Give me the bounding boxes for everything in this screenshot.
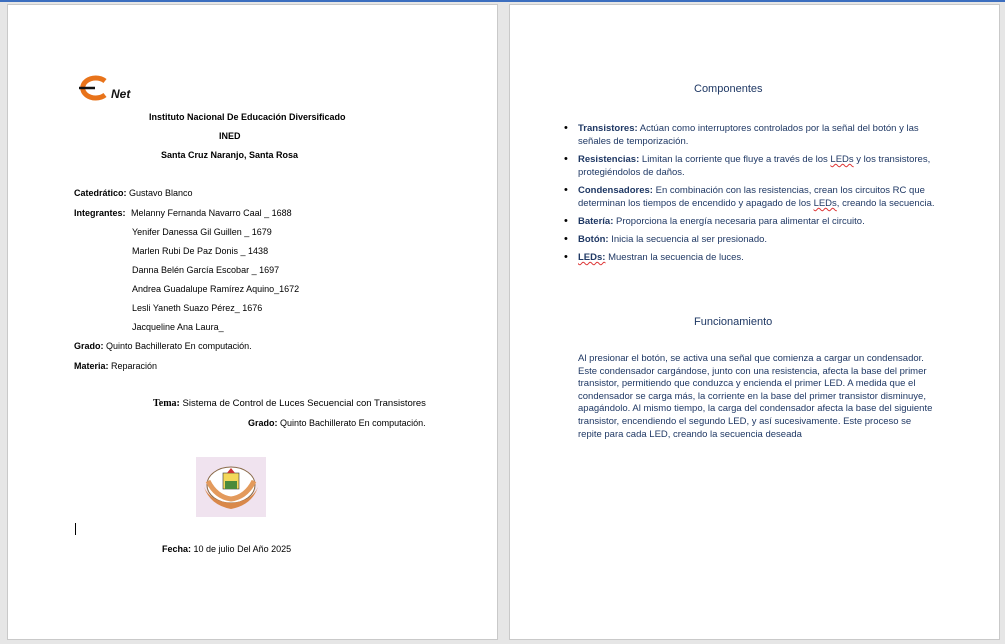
institution-name: Instituto Nacional De Educación Diversificado: [149, 112, 346, 122]
component-desc: Inicia la secuencia al ser presionado.: [611, 234, 768, 245]
catedratico-value: Gustavo Blanco: [129, 188, 193, 198]
component-desc: y los transistores, protegiéndolos de daños.: [578, 154, 931, 178]
component-desc: , creando la secuencia.: [836, 198, 935, 209]
list-item: [578, 153, 948, 179]
list-item: [578, 122, 948, 148]
text-cursor: [75, 523, 76, 535]
document-page-2[interactable]: [509, 4, 1000, 640]
grado2-value: Quinto Bachillerato En computación.: [280, 418, 426, 428]
integrante-item: Marlen Rubi De Paz Donis _ 1438: [132, 246, 269, 256]
document-page-1[interactable]: [7, 4, 498, 640]
tema-line: [153, 398, 426, 409]
component-desc: En combinación con las resistencias, crean los circuitos RC que determinan los tiempos de encendido y apagado de los: [578, 185, 925, 209]
funcionamiento-heading: Funcionamiento: [694, 316, 773, 328]
list-item: [578, 251, 948, 264]
integrantes-label: Integrantes:: [74, 208, 126, 218]
materia-label: Materia:: [74, 361, 109, 371]
integrante-item: Jacqueline Ana Laura_: [132, 322, 224, 332]
list-item: [578, 233, 948, 246]
integrante-item: Danna Belén García Escobar _ 1697: [132, 265, 280, 275]
integrantes-line: [74, 208, 292, 218]
component-name: LEDs:: [578, 252, 606, 263]
catedratico-label: Catedrático:: [74, 188, 127, 198]
school-crest-image: [196, 457, 266, 517]
materia-value: Reparación: [111, 361, 158, 371]
grado-label: Grado:: [74, 341, 104, 351]
window-top-accent: [0, 0, 1005, 2]
spellcheck-word[interactable]: LEDs: [813, 198, 837, 209]
spellcheck-word[interactable]: LEDs: [830, 154, 854, 165]
component-name: Transistores:: [578, 123, 638, 134]
tema-value: Sistema de Control de Luces Secuencial con Transistores: [182, 398, 426, 409]
funcionamiento-paragraph: Al presionar el botón, se activa una señal que comienza a cargar un condensador. Este condensador cargándose, junto con una resistencia, afecta la base del primer transistor, permitiendo que conduzca y encienda el primer LED. A medida que el condensador se carga más, la corriente en la base del primer transistor disminuye, apagándolo. Al mismo tiempo, la carga del condensador afecta la base del siguiente transistor, encendiendo el segundo LED, y así sucesivamente. Este proceso se repite para cada LED, creando la secuencia deseada: [578, 353, 933, 440]
grado-value: Quinto Bachillerato En computación.: [106, 341, 252, 351]
logo-text: Net: [111, 87, 131, 101]
institution-acronym: INED: [219, 131, 241, 141]
cnet-logo: [75, 75, 155, 101]
list-item: [578, 184, 948, 210]
fecha-label: Fecha:: [162, 544, 192, 554]
integrante-item: Lesli Yaneth Suazo Pérez_ 1676: [132, 303, 263, 313]
component-desc: Muestran la secuencia de luces.: [608, 252, 744, 263]
grado-line: [74, 341, 252, 351]
component-desc: Limitan la corriente que fluye a través de los: [641, 154, 831, 165]
catedratico-line: [74, 188, 193, 198]
component-name: Batería:: [578, 216, 614, 227]
componentes-heading: Componentes: [694, 83, 763, 95]
institution-location: Santa Cruz Naranjo, Santa Rosa: [161, 150, 299, 160]
materia-line: [74, 361, 157, 371]
component-name: Resistencias:: [578, 154, 640, 165]
component-name: Condensadores:: [578, 185, 653, 196]
list-item: [578, 215, 948, 228]
component-name: Botón:: [578, 234, 609, 245]
integrante-item: Andrea Guadalupe Ramírez Aquino_1672: [132, 284, 300, 294]
fecha-value: 10 de julio Del Año 2025: [193, 544, 292, 554]
integrante-item: Yenifer Danessa Gil Guillen _ 1679: [132, 227, 272, 237]
component-desc: Actúan como interruptores controlados por la señal del botón y las señales de temporización.: [578, 123, 919, 147]
tema-label: Tema:: [153, 398, 180, 409]
fecha-line: [162, 544, 291, 554]
integrante-item: Melanny Fernanda Navarro Caal _ 1688: [131, 208, 292, 218]
components-list: [564, 122, 948, 269]
grado2-label: Grado:: [248, 418, 278, 428]
component-desc: Proporciona la energía necesaria para alimentar el circuito.: [616, 216, 865, 227]
grado2-line: [248, 418, 426, 428]
